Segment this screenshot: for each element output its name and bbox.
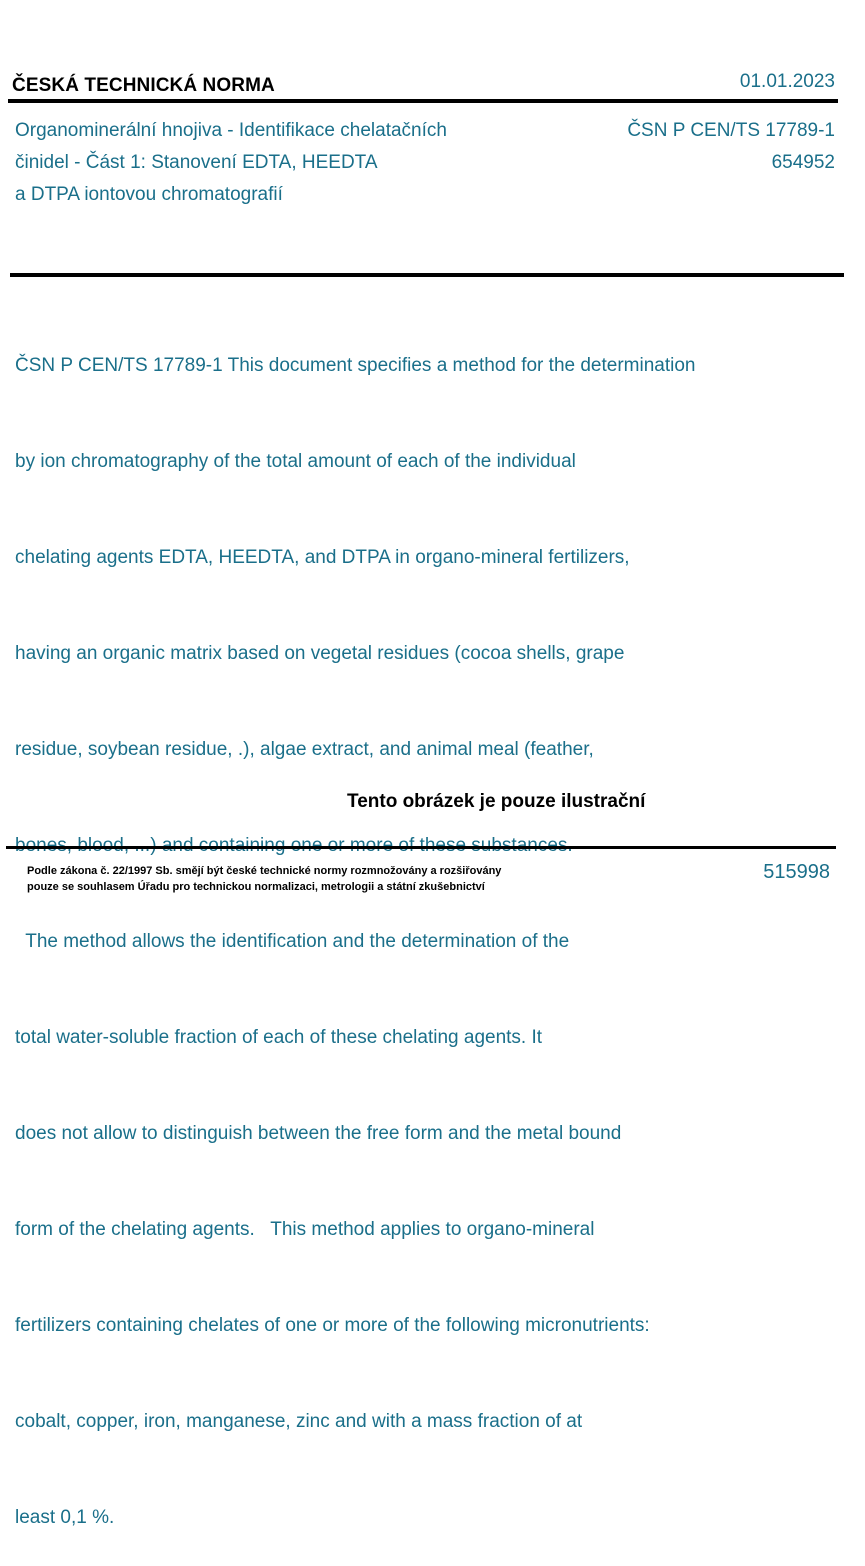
standard-identifiers bbox=[627, 115, 835, 179]
legal-line: Podle zákona č. 22/1997 Sb. smějí být české technické normy rozmnožovány a rozšiřovány bbox=[27, 865, 502, 877]
document-title bbox=[15, 115, 447, 211]
abstract-line: having an organic matrix based on vegetal residues (cocoa shells, grape bbox=[15, 643, 625, 664]
title-line: činidel - Část 1: Stanovení EDTA, HEEDTA bbox=[15, 152, 378, 173]
abstract-line: residue, soybean residue, .), algae extract, and animal meal (feather, bbox=[15, 739, 594, 760]
abstract-line: total water-soluble fraction of each of these chelating agents. It bbox=[15, 1027, 543, 1048]
legal-line: pouze se souhlasem Úřadu pro technickou normalizaci, metrologii a státní zkušebnictví bbox=[27, 881, 485, 893]
abstract-line: form of the chelating agents. This method applies to organo-mineral bbox=[15, 1219, 595, 1240]
middle-divider bbox=[10, 273, 844, 277]
abstract-line: The method allows the identification and the determination of the bbox=[15, 931, 570, 952]
title-line: a DTPA iontovou chromatografií bbox=[15, 184, 283, 205]
abstract-line: ČSN P CEN/TS 17789-1 This document specifies a method for the determination bbox=[15, 355, 696, 376]
footer-code: 515998 bbox=[763, 861, 830, 883]
abstract-line: cobalt, copper, iron, manganese, zinc and with a mass fraction of at bbox=[15, 1411, 583, 1432]
catalog-number: 654952 bbox=[771, 152, 835, 173]
abstract-line: fertilizers containing chelates of one or more of the following micronutrients: bbox=[15, 1315, 650, 1336]
abstract-line: least 0,1 %. bbox=[15, 1507, 115, 1528]
abstract-line: does not allow to distinguish between the free form and the metal bound bbox=[15, 1123, 622, 1144]
top-divider bbox=[8, 99, 838, 103]
header-title: ČESKÁ TECHNICKÁ NORMA bbox=[12, 75, 275, 96]
legal-notice bbox=[27, 863, 501, 895]
abstract-text bbox=[15, 286, 805, 1566]
standard-number: ČSN P CEN/TS 17789-1 bbox=[627, 120, 835, 141]
title-line: Organominerální hnojiva - Identifikace chelatačních bbox=[15, 120, 447, 141]
publication-date: 01.01.2023 bbox=[739, 71, 835, 92]
illustration-note: Tento obrázek je pouze ilustrační bbox=[347, 791, 646, 812]
abstract-line: by ion chromatography of the total amount of each of the individual bbox=[15, 451, 576, 472]
bottom-divider bbox=[6, 846, 836, 849]
abstract-line: chelating agents EDTA, HEEDTA, and DTPA in organo-mineral fertilizers, bbox=[15, 547, 630, 568]
